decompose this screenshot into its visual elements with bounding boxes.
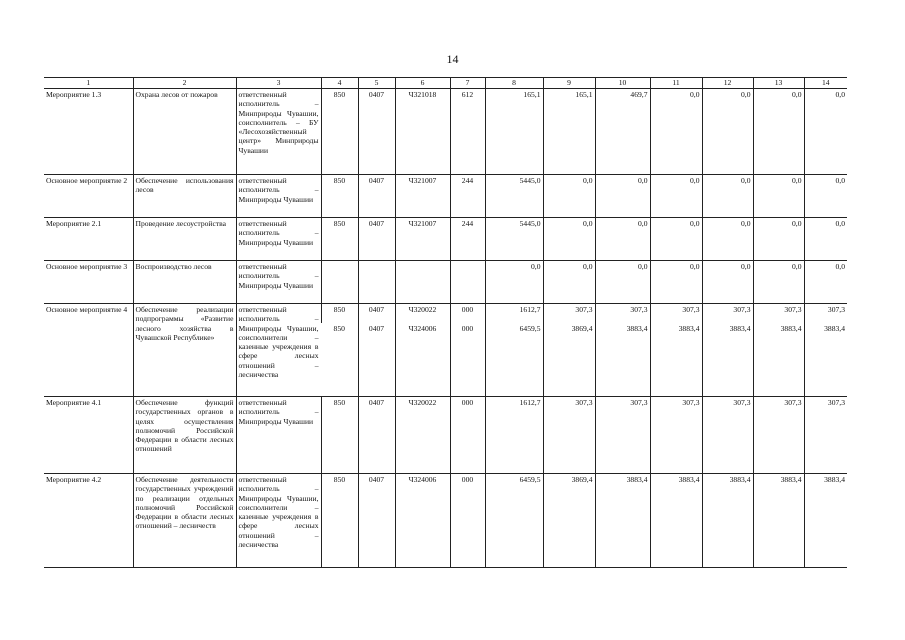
value-cell: 307,3 — [804, 304, 847, 323]
value-cell: 0,0 — [650, 261, 702, 304]
value-cell: 3883,4 — [804, 323, 847, 397]
value-cell: Ч321007 — [395, 175, 450, 218]
column-header: 1 — [44, 78, 133, 89]
value-cell: 0,0 — [702, 218, 753, 261]
value-cell: 307,3 — [595, 304, 650, 323]
row-name-cell: Мероприятие 2.1 — [44, 218, 133, 261]
row-executor-cell: ответственный исполнитель – Минприроды Чувашии, соисполнитель – БУ «Лесохозяйственный центр» Минприроды Чувашии — [236, 89, 321, 175]
column-header: 4 — [321, 78, 358, 89]
column-header: 10 — [595, 78, 650, 89]
value-cell: Ч320022 — [395, 304, 450, 323]
value-cell: 0407 — [358, 474, 395, 568]
value-cell — [358, 261, 395, 304]
row-title-cell: Проведение лесоустройства — [133, 218, 236, 261]
value-cell: 000 — [450, 323, 485, 397]
value-cell: 3883,4 — [702, 474, 753, 568]
value-cell: 612 — [450, 89, 485, 175]
value-cell: 850 — [321, 474, 358, 568]
value-cell: 850 — [321, 304, 358, 323]
value-cell: 244 — [450, 175, 485, 218]
value-cell: 0,0 — [702, 89, 753, 175]
value-cell: Ч324006 — [395, 474, 450, 568]
value-cell: 0,0 — [753, 218, 804, 261]
value-cell: 850 — [321, 397, 358, 474]
value-cell: 165,1 — [543, 89, 595, 175]
column-header: 8 — [485, 78, 543, 89]
value-cell: 850 — [333, 323, 345, 333]
column-header: 11 — [650, 78, 702, 89]
value-cell: 0,0 — [485, 261, 543, 304]
value-cell: 3883,4 — [650, 474, 702, 568]
value-cell: 3869,4 — [543, 474, 595, 568]
value-cell — [450, 261, 485, 304]
value-cell: 3883,4 — [753, 474, 804, 568]
row-title-cell: Обеспечение функций государственных органов в целях осуществления полномочий Российской Федерации в области лесных отношений — [133, 397, 236, 474]
value-cell: 0407 — [358, 89, 395, 175]
row-executor-cell: ответственный исполнитель – Минприроды Чувашии — [236, 261, 321, 304]
value-cell: Ч324006 — [395, 323, 450, 397]
row-title-cell: Обеспечение деятельности государственных учреждений по реализации отдельных полномочий Российской Федерации в области лесных отношений – лесничеств — [133, 474, 236, 568]
column-header: 2 — [133, 78, 236, 89]
value-cell: 0,0 — [804, 261, 847, 304]
row-title-cell: Воспроизводство лесов — [133, 261, 236, 304]
value-cell: 0,0 — [753, 89, 804, 175]
value-cell: 0,0 — [804, 218, 847, 261]
row-title-cell: Обеспечение реализации подпрограммы «Развитие лесного хозяйства в Чувашской Республике» — [133, 304, 236, 397]
page-number: 14 — [446, 52, 459, 66]
column-header: 3 — [236, 78, 321, 89]
value-cell: 0407 — [358, 175, 395, 218]
value-cell: 0,0 — [595, 218, 650, 261]
value-cell: 850 — [321, 175, 358, 218]
value-cell: 3883,4 — [753, 323, 804, 397]
value-cell: 0,0 — [543, 218, 595, 261]
row-name-cell: Основное мероприятие 3 — [44, 261, 133, 304]
value-cell: 165,1 — [485, 89, 543, 175]
value-cell: 3869,4 — [543, 323, 595, 397]
value-cell: Ч320022 — [395, 397, 450, 474]
value-cell: 0,0 — [650, 89, 702, 175]
row-executor-cell: ответственный исполнитель – Минприроды Чувашии — [236, 175, 321, 218]
value-cell — [321, 261, 358, 304]
value-cell: 469,7 — [595, 89, 650, 175]
value-cell: 3883,4 — [595, 474, 650, 568]
value-cell: 5445,0 — [485, 175, 543, 218]
row-title-cell: Охрана лесов от пожаров — [133, 89, 236, 175]
value-cell — [395, 261, 450, 304]
row-executor-cell: ответственный исполнитель – Минприроды Чувашии — [236, 397, 321, 474]
row-name-cell: Мероприятие 4.2 — [44, 474, 133, 568]
column-header: 6 — [395, 78, 450, 89]
value-cell: 307,3 — [595, 397, 650, 474]
value-cell: 0,0 — [595, 175, 650, 218]
value-cell: 6459,5 — [485, 474, 543, 568]
value-cell: 3883,4 — [804, 474, 847, 568]
row-executor-cell: ответственный исполнитель – Минприроды Чувашии, соисполнители – казенные учреждения в сфере лесных отношений – лесничества — [236, 304, 321, 397]
table-row — [44, 474, 847, 568]
value-cell: 0407 — [358, 397, 395, 474]
row-name-cell: Основное мероприятие 2 — [44, 175, 133, 218]
value-cell: 000 — [450, 397, 485, 474]
budget-table — [44, 77, 847, 568]
value-cell: 0,0 — [650, 175, 702, 218]
row-name-cell: Основное мероприятие 4 — [44, 304, 133, 397]
row-executor-cell: ответственный исполнитель – Минприроды Чувашии, соисполнители – казенные учреждения в сфере лесных отношений – лесничества — [236, 474, 321, 568]
table-row — [44, 397, 847, 474]
value-cell: 0,0 — [650, 218, 702, 261]
row-name-cell: Мероприятие 4.1 — [44, 397, 133, 474]
column-header: 12 — [702, 78, 753, 89]
value-cell: 3883,4 — [650, 323, 702, 397]
value-cell: 307,3 — [650, 397, 702, 474]
column-header: 14 — [804, 78, 847, 89]
value-cell: 307,3 — [650, 304, 702, 323]
value-cell: 0,0 — [804, 175, 847, 218]
value-cell: 0,0 — [543, 175, 595, 218]
value-cell: 6459,5 — [485, 323, 543, 397]
value-cell: 0407 — [358, 323, 395, 397]
value-cell: 0,0 — [804, 89, 847, 175]
value-cell: 000 — [450, 304, 485, 323]
column-header: 7 — [450, 78, 485, 89]
value-cell: 307,3 — [543, 304, 595, 323]
value-cell: Ч321007 — [395, 218, 450, 261]
value-cell: 0,0 — [753, 261, 804, 304]
value-cell: 3883,4 — [595, 323, 650, 397]
value-cell: 307,3 — [702, 304, 753, 323]
value-cell: 307,3 — [702, 397, 753, 474]
table-row — [44, 89, 847, 175]
column-header: 13 — [753, 78, 804, 89]
value-cell: 3883,4 — [702, 323, 753, 397]
value-cell: 000 — [450, 474, 485, 568]
value-cell: 1612,7 — [485, 397, 543, 474]
header-row — [44, 78, 847, 89]
value-cell: 0,0 — [702, 175, 753, 218]
table-row — [44, 261, 847, 304]
value-cell: 0,0 — [543, 261, 595, 304]
row-title-cell: Обеспечение использования лесов — [133, 175, 236, 218]
table-row — [44, 218, 847, 261]
table-body — [44, 89, 847, 568]
value-cell: 1612,7 — [485, 304, 543, 323]
value-cell: 0407 — [358, 218, 395, 261]
value-cell: 0,0 — [702, 261, 753, 304]
row-name-cell: Мероприятие 1.3 — [44, 89, 133, 175]
value-cell: 0,0 — [753, 175, 804, 218]
column-header: 5 — [358, 78, 395, 89]
value-cell: 307,3 — [753, 397, 804, 474]
value-cell: 307,3 — [753, 304, 804, 323]
table-row — [44, 304, 847, 323]
table-row — [44, 175, 847, 218]
value-cell: 0407 — [358, 304, 395, 323]
value-cell: 307,3 — [804, 397, 847, 474]
column-header: 9 — [543, 78, 595, 89]
value-cell: Ч321018 — [395, 89, 450, 175]
value-cell: 0,0 — [595, 261, 650, 304]
value-cell: 850 — [321, 89, 358, 175]
value-cell: 307,3 — [543, 397, 595, 474]
row-executor-cell: ответственный исполнитель – Минприроды Чувашии — [236, 218, 321, 261]
value-cell: 5445,0 — [485, 218, 543, 261]
value-cell: 850 — [321, 218, 358, 261]
value-cell: 244 — [450, 218, 485, 261]
